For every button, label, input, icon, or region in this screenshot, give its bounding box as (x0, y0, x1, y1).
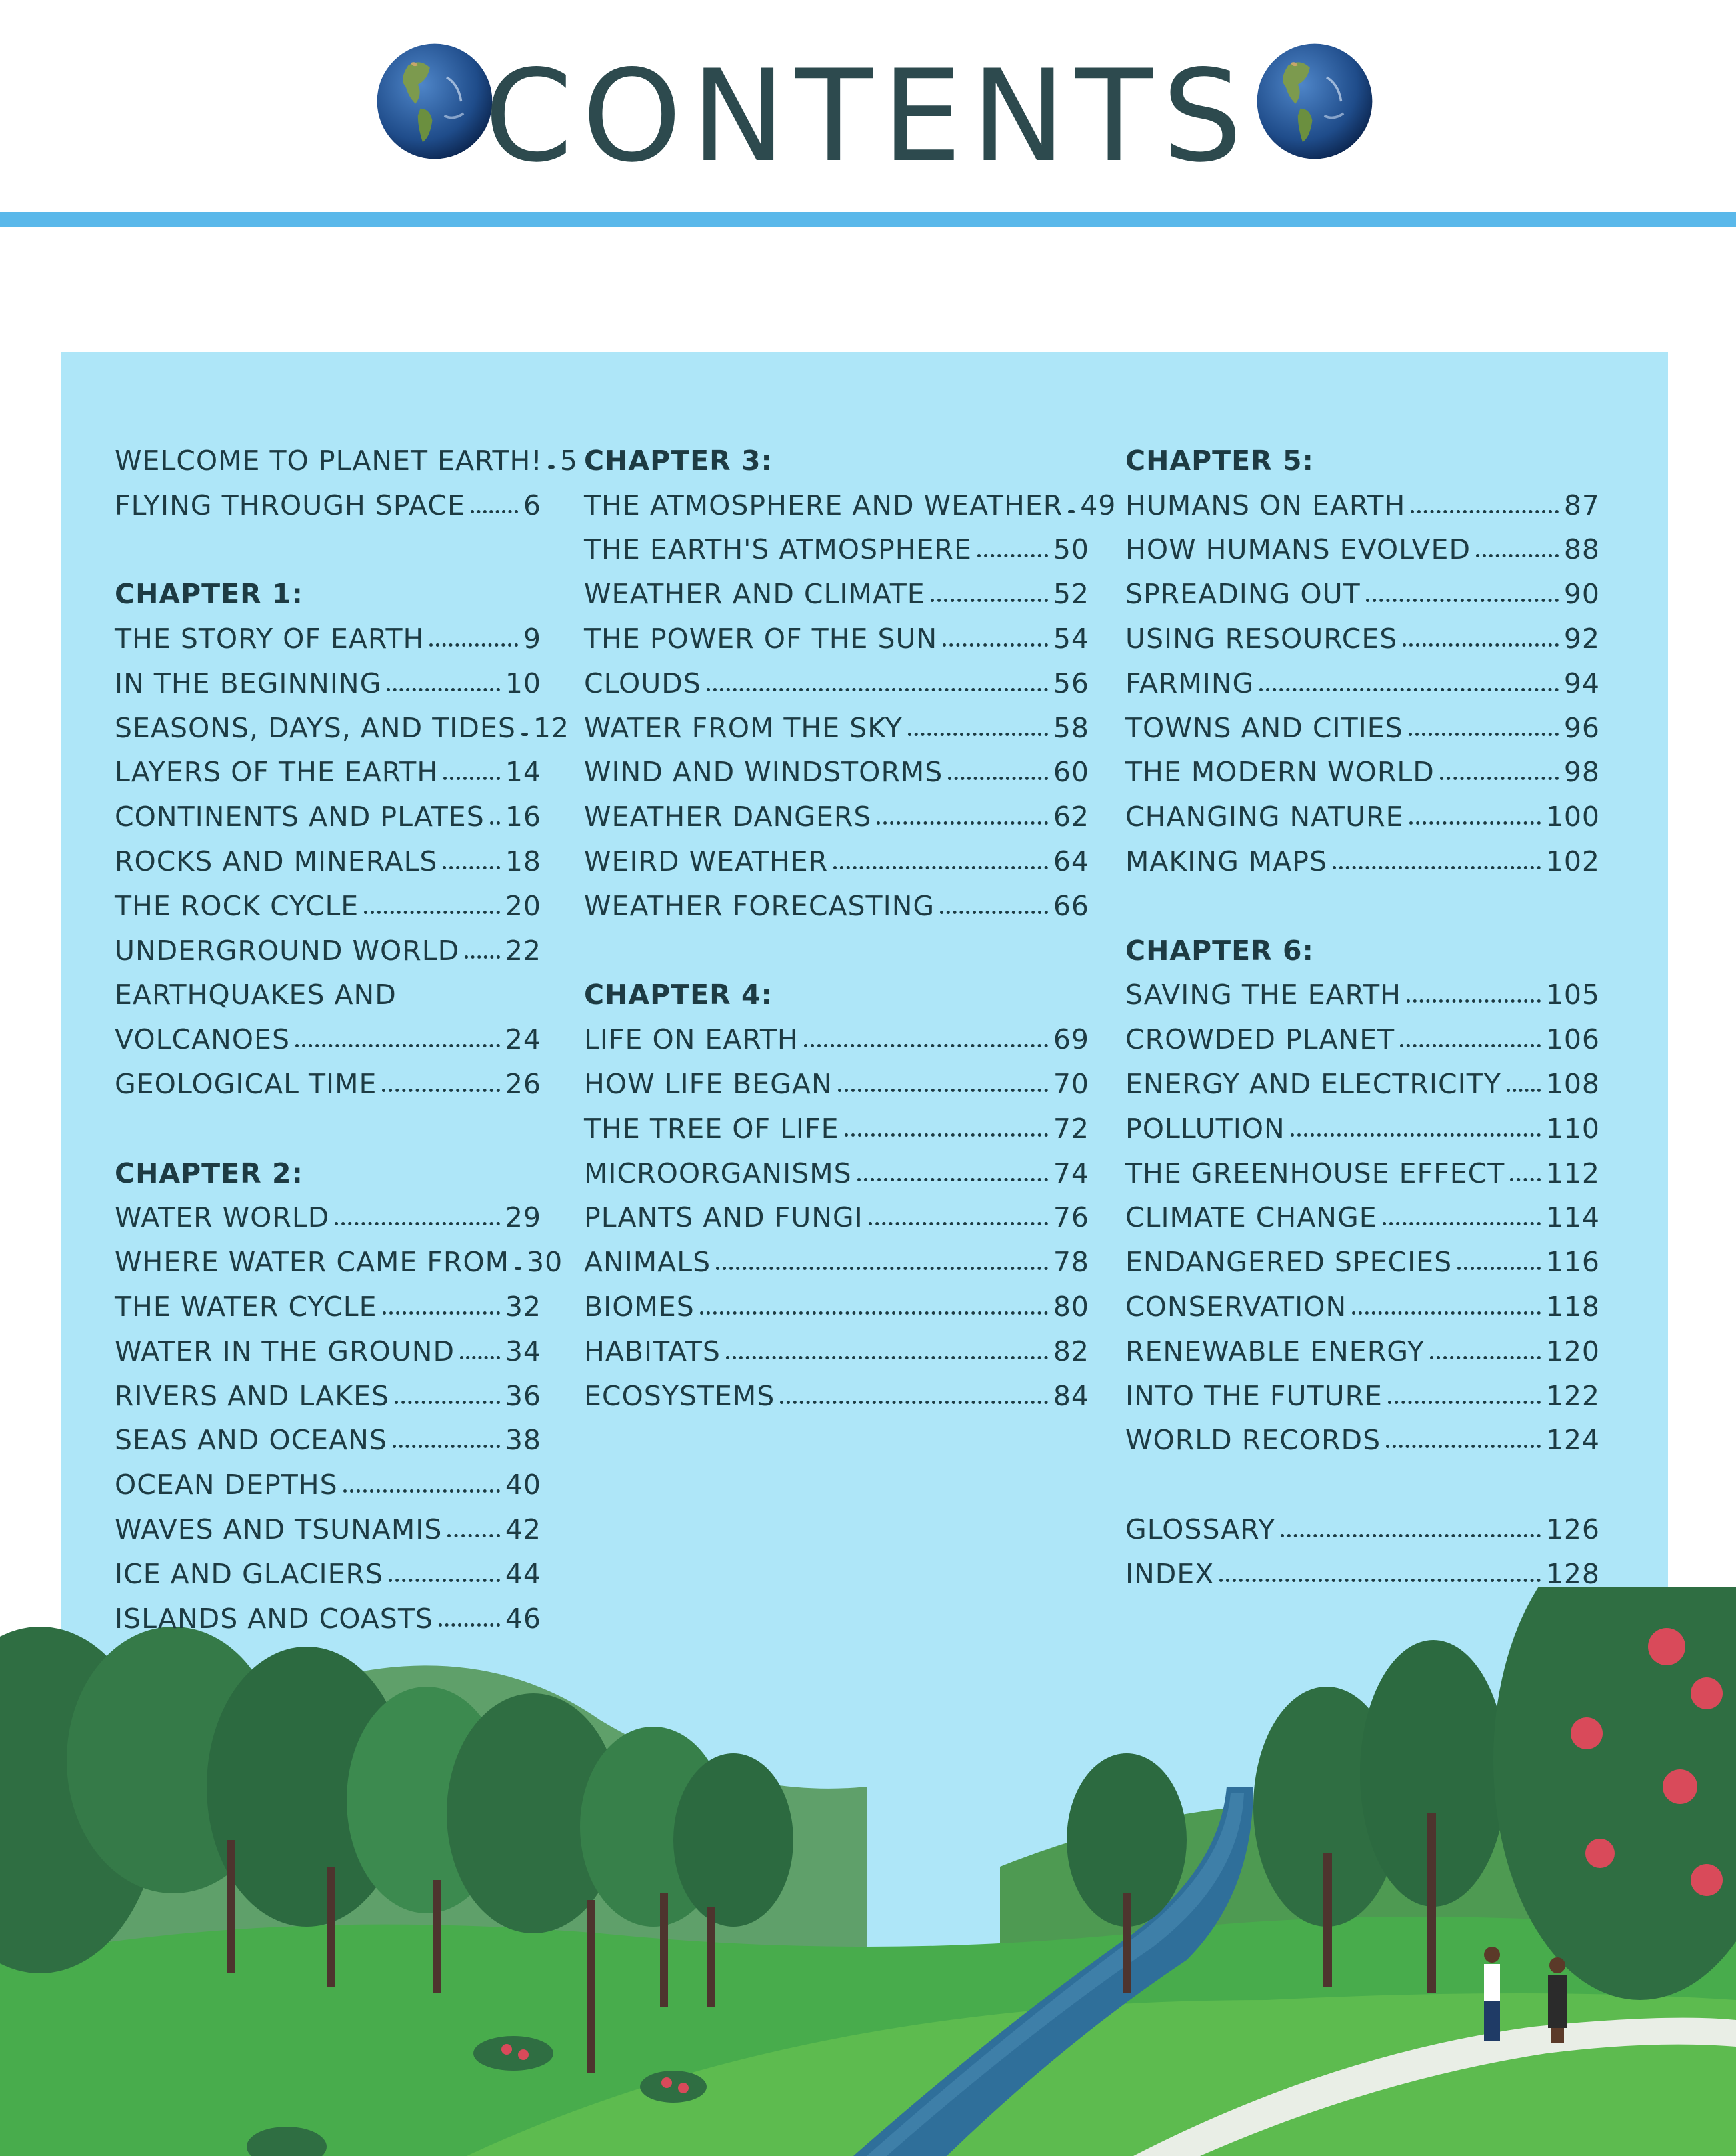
toc-entry-page: 78 (1053, 1246, 1089, 1279)
toc-entry-title: WEATHER FORECASTING (584, 889, 935, 922)
toc-entry-title: UNDERGROUND WORLD (115, 934, 460, 967)
toc-entry-page: 44 (505, 1557, 541, 1590)
toc-entry-page: 9 (523, 622, 541, 655)
toc-entry[interactable] (115, 877, 541, 922)
dot-leader (393, 1445, 500, 1448)
dot-leader (465, 955, 500, 959)
toc-entry-title: CROWDED PLANET (1125, 1023, 1395, 1056)
toc-entry-title: ROCKS AND MINERALS (115, 845, 438, 877)
toc-entry-page: 100 (1545, 801, 1600, 833)
dot-leader (943, 643, 1048, 647)
toc-entry-page: 14 (505, 756, 541, 789)
toc-entry-page: 82 (1053, 1335, 1089, 1367)
toc-entry-title: WATER WORLD (115, 1201, 330, 1234)
toc-entry-page: 42 (505, 1513, 541, 1545)
toc-entry-title: CONSERVATION (1125, 1290, 1347, 1323)
chapter-heading[interactable] (115, 1145, 541, 1189)
chapter-heading[interactable] (584, 432, 1089, 477)
toc-entry[interactable] (1125, 1145, 1600, 1189)
toc-entry-page: 49 (1080, 489, 1117, 521)
spacer (1125, 877, 1600, 922)
spacer (115, 521, 541, 566)
toc-entry-title: RIVERS AND LAKES (115, 1379, 390, 1412)
dot-leader (383, 1311, 500, 1315)
toc-entry-title: ICE AND GLACIERS (115, 1557, 383, 1590)
dot-leader (700, 1311, 1048, 1315)
toc-entry-title: CLIMATE CHANGE (1125, 1201, 1377, 1234)
toc-entry-title: CLOUDS (584, 667, 701, 699)
toc-entry[interactable] (115, 1501, 541, 1545)
toc-entry-page: 60 (1053, 756, 1089, 789)
toc-entry-title: WAVES AND TSUNAMIS (115, 1513, 443, 1545)
toc-entry-title: SAVING THE EARTH (1125, 979, 1401, 1011)
toc-entry-title: PLANTS AND FUNGI (584, 1201, 863, 1234)
toc-entry[interactable] (1125, 521, 1600, 566)
toc-entry-title: LIFE ON EARTH (584, 1023, 799, 1056)
toc-entry[interactable] (115, 1590, 541, 1635)
toc-entry[interactable] (1125, 699, 1600, 744)
toc-entry-page: 40 (505, 1469, 541, 1501)
toc-entry[interactable] (1125, 477, 1600, 521)
toc-entry-title: CHAPTER 6: (1125, 934, 1314, 967)
toc-entry[interactable] (115, 1545, 541, 1590)
dot-leader (780, 1401, 1048, 1404)
dot-leader (443, 777, 500, 780)
toc-entry-title: IN THE BEGINNING (115, 667, 382, 699)
toc-entry-title: INDEX (1125, 1557, 1215, 1590)
toc-entry-page: 94 (1563, 667, 1600, 699)
dot-leader (845, 1133, 1048, 1137)
dot-leader (707, 688, 1048, 691)
toc-entry-title: THE WATER CYCLE (115, 1290, 377, 1323)
toc-entry[interactable] (1125, 1233, 1600, 1278)
toc-entry-title: CHAPTER 5: (1125, 444, 1314, 477)
dot-leader (471, 510, 518, 513)
dot-leader (439, 1623, 500, 1627)
dot-leader (447, 1534, 499, 1537)
dot-leader (1291, 1133, 1541, 1137)
toc-entry[interactable] (115, 1233, 563, 1279)
toc-entry-page: 24 (505, 1023, 541, 1056)
toc-entry-title: POLLUTION (1125, 1112, 1285, 1145)
toc-entry-page: 88 (1563, 533, 1600, 566)
toc-entry[interactable] (115, 655, 541, 699)
dot-leader (1476, 554, 1559, 557)
toc-entry-title: ENDANGERED SPECIES (1125, 1246, 1453, 1279)
dot-leader (1259, 688, 1559, 691)
toc-entry-page: 70 (1053, 1067, 1089, 1100)
toc-entry[interactable] (584, 1367, 1089, 1412)
toc-entry-title: HOW LIFE BEGAN (584, 1067, 833, 1100)
page-title: CONTENTS (484, 43, 1252, 190)
toc-entry[interactable] (115, 610, 541, 655)
toc-entry[interactable] (115, 1456, 541, 1501)
toc-entry-page: 106 (1545, 1023, 1600, 1056)
toc-entry[interactable] (584, 477, 1117, 521)
toc-entry-title: BIOMES (584, 1290, 695, 1323)
toc-entry-page: 116 (1545, 1246, 1600, 1279)
toc-entry-page: 126 (1545, 1513, 1600, 1545)
toc-entry-title: WEATHER DANGERS (584, 801, 872, 833)
dot-leader (515, 1267, 521, 1270)
dot-leader (387, 688, 499, 691)
dot-leader (335, 1222, 499, 1225)
dot-leader (389, 1579, 500, 1582)
dot-leader (931, 599, 1048, 602)
dot-leader (1510, 1178, 1540, 1181)
toc-entry-page: 56 (1053, 667, 1089, 699)
dot-leader (716, 1267, 1048, 1270)
dot-leader (1409, 821, 1541, 825)
dot-leader (1366, 599, 1559, 602)
toc-entry-title: HUMANS ON EARTH (1125, 489, 1406, 521)
toc-entry-page: 120 (1545, 1335, 1600, 1367)
toc-entry[interactable] (115, 967, 541, 1011)
toc-entry-title: MICROORGANISMS (584, 1157, 852, 1189)
toc-entry-page: 122 (1545, 1379, 1600, 1412)
toc-entry-page: 110 (1545, 1112, 1600, 1145)
dot-leader (726, 1356, 1048, 1359)
toc-entry[interactable] (115, 744, 541, 789)
toc-entry-page: 16 (505, 801, 541, 833)
toc-entry-title: HABITATS (584, 1335, 721, 1367)
dot-leader (521, 733, 528, 736)
dot-leader (364, 911, 500, 914)
toc-entry-page: 72 (1053, 1112, 1089, 1145)
toc-entry[interactable] (1125, 1412, 1600, 1457)
toc-entry-title: CONTINENTS AND PLATES (115, 801, 485, 833)
toc-entry-title: GLOSSARY (1125, 1513, 1276, 1545)
toc-entry[interactable] (115, 1323, 541, 1367)
toc-entry-page: 58 (1053, 711, 1089, 744)
toc-entry[interactable] (1125, 788, 1600, 833)
toc-entry-title: HOW HUMANS EVOLVED (1125, 533, 1471, 566)
dot-leader (1388, 1401, 1541, 1404)
dot-leader (1383, 1222, 1541, 1225)
toc-entry-page: 112 (1545, 1157, 1600, 1189)
chapter-heading[interactable] (1125, 922, 1600, 967)
page-header (0, 0, 1736, 213)
toc-entry[interactable] (115, 1189, 541, 1234)
toc-entry-title: ANIMALS (584, 1246, 711, 1279)
toc-entry[interactable] (1125, 833, 1600, 877)
toc-entry-title: ISLANDS AND COASTS (115, 1602, 433, 1635)
dot-leader (1457, 1267, 1541, 1270)
toc-entry[interactable] (115, 1055, 541, 1100)
toc-entry-page: 10 (505, 667, 541, 699)
dot-leader (343, 1489, 500, 1493)
chapter-heading[interactable] (115, 565, 541, 610)
toc-entry-page: 84 (1053, 1379, 1089, 1412)
header-divider (0, 212, 1736, 227)
toc-entry-title: EARTHQUAKES AND (115, 979, 397, 1011)
toc-entry-title: THE ROCK CYCLE (115, 889, 359, 922)
toc-entry[interactable] (584, 744, 1089, 789)
toc-entry-title: LAYERS OF THE EARTH (115, 756, 439, 789)
toc-entry-title: THE STORY OF EARTH (115, 622, 425, 655)
toc-entry-title: VOLCANOES (115, 1023, 290, 1056)
dot-leader (804, 1044, 1048, 1047)
toc-entry-page: 80 (1053, 1290, 1089, 1323)
toc-entry[interactable] (584, 1233, 1089, 1278)
toc-entry-page: 98 (1563, 756, 1600, 789)
toc-entry[interactable] (1125, 1189, 1600, 1234)
toc-entry[interactable] (584, 1055, 1089, 1100)
dot-leader (295, 1044, 500, 1047)
toc-entry-page: 5 (559, 444, 578, 477)
toc-entry-title: THE MODERN WORLD (1125, 756, 1435, 789)
dot-leader (1403, 643, 1559, 647)
toc-entry[interactable] (1125, 655, 1600, 699)
toc-entry[interactable] (584, 1011, 1089, 1055)
toc-entry[interactable] (584, 1323, 1089, 1367)
toc-entry-page: 12 (533, 711, 570, 744)
dot-leader (977, 554, 1048, 557)
toc-entry-title: WELCOME TO PLANET EARTH! (115, 444, 543, 477)
toc-entry[interactable] (1125, 1278, 1600, 1323)
toc-entry[interactable] (1125, 565, 1600, 610)
toc-entry[interactable] (1125, 1323, 1600, 1367)
toc-entry[interactable] (1125, 610, 1600, 655)
dot-leader (1333, 866, 1541, 869)
toc-entry[interactable] (1125, 1367, 1600, 1412)
toc-entry-title: CHAPTER 3: (584, 444, 773, 477)
toc-entry[interactable] (1125, 1501, 1600, 1545)
toc-entry-title: THE ATMOSPHERE AND WEATHER (584, 489, 1063, 521)
dot-leader (1281, 1534, 1541, 1537)
toc-entry-title: RENEWABLE ENERGY (1125, 1335, 1425, 1367)
toc-entry-title: THE TREE OF LIFE (584, 1112, 839, 1145)
toc-entry-title: MAKING MAPS (1125, 845, 1328, 877)
toc-entry-title: GEOLOGICAL TIME (115, 1067, 377, 1100)
toc-entry[interactable] (1125, 1100, 1600, 1145)
spacer (584, 922, 1089, 967)
dot-leader (1352, 1311, 1541, 1315)
toc-entry-page: 102 (1545, 845, 1600, 877)
toc-entry-page: 124 (1545, 1424, 1600, 1457)
toc-entry[interactable] (115, 833, 541, 877)
dot-leader (429, 643, 518, 647)
toc-entry-page: 69 (1053, 1023, 1089, 1056)
toc-entry[interactable] (584, 1145, 1089, 1189)
toc-entry-page: 52 (1053, 578, 1089, 611)
toc-entry[interactable] (115, 1011, 541, 1055)
dot-leader (869, 1222, 1048, 1225)
toc-entry-title: SEAS AND OCEANS (115, 1424, 387, 1457)
dot-leader (857, 1178, 1048, 1181)
toc-entry-title: CHAPTER 2: (115, 1157, 303, 1189)
toc-entry-title: USING RESOURCES (1125, 622, 1398, 655)
toc-entry[interactable] (1125, 744, 1600, 789)
toc-entry[interactable] (584, 1278, 1089, 1323)
toc-entry-page: 26 (505, 1067, 541, 1100)
toc-entry[interactable] (115, 788, 541, 833)
toc-entry[interactable] (584, 699, 1089, 744)
toc-entry-page: 54 (1053, 622, 1089, 655)
toc-entry[interactable] (584, 610, 1089, 655)
toc-entry[interactable] (115, 432, 578, 477)
dot-leader (443, 866, 499, 869)
toc-entry-page: 105 (1545, 979, 1600, 1011)
toc-entry-title: THE GREENHOUSE EFFECT (1125, 1157, 1505, 1189)
toc-entry-page: 30 (527, 1246, 563, 1279)
dot-leader (1411, 510, 1559, 513)
toc-entry-page: 29 (505, 1201, 541, 1234)
dot-leader (838, 1089, 1048, 1092)
toc-entry[interactable] (115, 1412, 541, 1457)
toc-entry[interactable] (584, 565, 1089, 610)
toc-entry[interactable] (115, 699, 570, 744)
toc-entry-page: 46 (505, 1602, 541, 1635)
toc-entry[interactable] (1125, 967, 1600, 1011)
toc-entry[interactable] (1125, 1055, 1600, 1100)
toc-entry[interactable] (584, 1189, 1089, 1234)
dot-leader (833, 866, 1048, 869)
toc-entry[interactable] (584, 877, 1089, 922)
toc-entry[interactable] (115, 477, 541, 521)
chapter-heading[interactable] (584, 967, 1089, 1011)
toc-entry-page: 62 (1053, 801, 1089, 833)
dot-leader (1400, 1044, 1541, 1047)
dot-leader (382, 1089, 499, 1092)
dot-leader (395, 1401, 500, 1404)
toc-entry-title: CHAPTER 1: (115, 578, 303, 611)
chapter-heading[interactable] (1125, 432, 1600, 477)
dot-leader (1407, 999, 1541, 1003)
dot-leader (948, 777, 1048, 780)
dot-leader (1409, 733, 1559, 736)
toc-entry-page: 66 (1053, 889, 1089, 922)
landscape-illustration (0, 1587, 1736, 2156)
toc-entry[interactable] (584, 655, 1089, 699)
toc-entry-page: 74 (1053, 1157, 1089, 1189)
toc-entry-title: FLYING THROUGH SPACE (115, 489, 465, 521)
toc-entry-title: WEATHER AND CLIMATE (584, 578, 925, 611)
toc-entry-title: ECOSYSTEMS (584, 1379, 775, 1412)
toc-entry-page: 18 (505, 845, 541, 877)
toc-entry-page: 87 (1563, 489, 1600, 521)
toc-entry-title: INTO THE FUTURE (1125, 1379, 1383, 1412)
toc-entry-page: 34 (505, 1335, 541, 1367)
dot-leader (940, 911, 1048, 914)
toc-entry-title: THE POWER OF THE SUN (584, 622, 938, 655)
toc-entry-page: 36 (505, 1379, 541, 1412)
toc-entry[interactable] (115, 1278, 541, 1323)
toc-entry-page: 76 (1053, 1201, 1089, 1234)
dot-leader (490, 821, 500, 825)
toc-entry-page: 64 (1053, 845, 1089, 877)
toc-entry-title: OCEAN DEPTHS (115, 1469, 338, 1501)
toc-entry-title: WEIRD WEATHER (584, 845, 829, 877)
toc-column (1125, 432, 1600, 1590)
toc-entry-title: FARMING (1125, 667, 1255, 699)
toc-entry[interactable] (584, 788, 1089, 833)
dot-leader (1068, 510, 1075, 513)
toc-entry-title: WATER FROM THE SKY (584, 711, 903, 744)
toc-entry-title: SEASONS, DAYS, AND TIDES (115, 711, 516, 744)
toc-entry[interactable] (115, 1367, 541, 1412)
toc-entry[interactable] (584, 521, 1089, 566)
toc-entry[interactable] (1125, 1011, 1600, 1055)
toc-entry-page: 96 (1563, 711, 1600, 744)
toc-entry-title: TOWNS AND CITIES (1125, 711, 1403, 744)
dot-leader (908, 733, 1048, 736)
toc-column (115, 432, 578, 1635)
toc-entry-page: 38 (505, 1424, 541, 1457)
toc-entry-page: 20 (505, 889, 541, 922)
toc-entry-title: CHAPTER 4: (584, 979, 773, 1011)
toc-entry-page: 32 (505, 1290, 541, 1323)
dot-leader (877, 821, 1047, 825)
dot-leader (548, 465, 555, 469)
toc-entry[interactable] (1125, 1545, 1600, 1590)
dot-leader (1507, 1089, 1541, 1092)
toc-entry-title: ENERGY AND ELECTRICITY (1125, 1067, 1501, 1100)
toc-entry-page: 92 (1563, 622, 1600, 655)
toc-entry-page: 114 (1545, 1201, 1600, 1234)
toc-entry[interactable] (584, 833, 1089, 877)
toc-entry-page: 50 (1053, 533, 1089, 566)
toc-entry-page: 108 (1545, 1067, 1600, 1100)
dot-leader (460, 1356, 500, 1359)
dot-leader (1440, 777, 1559, 780)
toc-entry[interactable] (115, 922, 541, 967)
toc-entry-page: 128 (1545, 1557, 1600, 1590)
dot-leader (1430, 1356, 1541, 1359)
spacer (115, 1100, 541, 1145)
toc-entry[interactable] (584, 1100, 1089, 1145)
toc-entry-title: WATER IN THE GROUND (115, 1335, 455, 1367)
toc-entry-page: 90 (1563, 578, 1600, 611)
toc-entry-title: CHANGING NATURE (1125, 801, 1404, 833)
toc-column (584, 432, 1117, 1412)
toc-entry-title: THE EARTH'S ATMOSPHERE (584, 533, 972, 566)
toc-entry-page: 118 (1545, 1290, 1600, 1323)
toc-entry-title: WIND AND WINDSTORMS (584, 756, 943, 789)
dot-leader (1386, 1445, 1541, 1448)
toc-entry-page: 22 (505, 934, 541, 967)
toc-entry-title: WORLD RECORDS (1125, 1424, 1381, 1457)
toc-entry-title: SPREADING OUT (1125, 578, 1361, 611)
spacer (1125, 1456, 1600, 1501)
dot-leader (1219, 1579, 1540, 1582)
toc-entry-title: WHERE WATER CAME FROM (115, 1246, 510, 1279)
toc-entry-page: 6 (523, 489, 541, 521)
